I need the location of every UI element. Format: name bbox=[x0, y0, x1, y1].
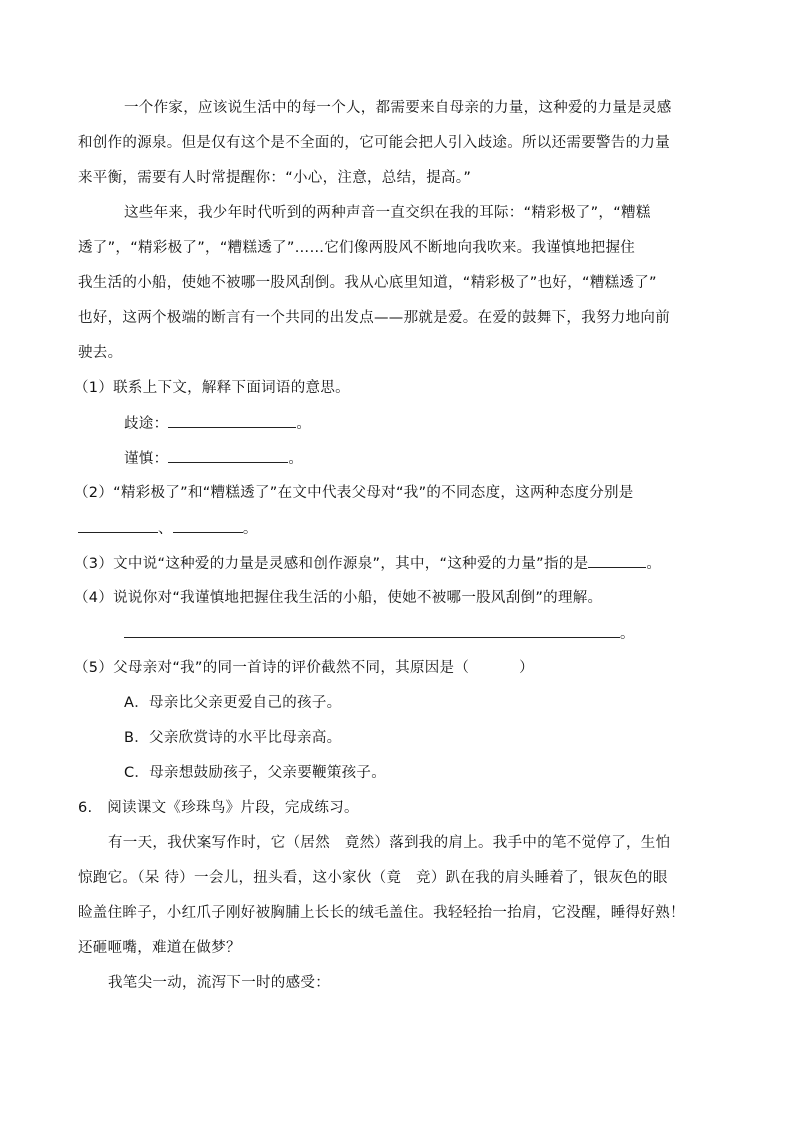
passage-line-2: 和创作的源泉。但是仅有这个是不全面的，它可能会把人引入歧途。所以还需要警告的力量 bbox=[78, 135, 670, 151]
answer-blank-attitude-1[interactable] bbox=[78, 518, 158, 533]
section-6-line-2: 惊跑它。（呆 待）一会儿，扭头看，这小家伙（竟 竞）趴在我的肩头睡着了，银灰色的眼 bbox=[78, 870, 668, 886]
question-2-stem: （2）“精彩极了”和“糟糕透了”在文中代表父母对“我”的不同态度，这两种态度分别是 bbox=[74, 485, 634, 501]
question-1-stem: （1）联系上下文，解释下面词语的意思。 bbox=[74, 380, 350, 396]
question-4-stem: （4）说说你对“我谨慎地把握住我生活的小船，使她不被哪一股风刮倒”的理解。 bbox=[74, 590, 603, 606]
question-1-word-jinshen: 谨慎： 。 bbox=[124, 448, 303, 469]
answer-blank-love-power[interactable] bbox=[588, 553, 646, 568]
passage-line-3: 来平衡，需要有人时常提醒你：“小心，注意，总结，提高。” bbox=[78, 170, 472, 186]
question-1-word-qitu: 歧途： 。 bbox=[124, 413, 311, 434]
section-6-line-1: 有一天，我伏案写作时，它（居然 竟然）落到我的肩上。我手中的笔不觉停了，生怕 bbox=[108, 835, 671, 851]
question-3: （3）文中说“这种爱的力量是灵感和创作源泉”，其中，“这种爱的力量”指的是 。 bbox=[74, 553, 661, 574]
option-a[interactable]: A．母亲比父亲更爱自己的孩子。 bbox=[124, 695, 342, 711]
word-label: 歧途： bbox=[124, 416, 169, 432]
passage-line-1: 一个作家，应该说生活中的每一个人，都需要来自母亲的力量，这种爱的力量是灵感 bbox=[124, 100, 672, 116]
word-label: 谨慎： bbox=[124, 451, 169, 467]
answer-blank-qitu[interactable] bbox=[168, 413, 296, 428]
option-c[interactable]: C．母亲想鼓励孩子，父亲要鞭策孩子。 bbox=[124, 765, 387, 781]
section-6-title: 6. 阅读课文《珍珠鸟》片段，完成练习。 bbox=[78, 800, 359, 816]
answer-blank-attitude-2[interactable] bbox=[173, 518, 243, 533]
passage-line-5: 透了”，“精彩极了”，“糟糕透了”……它们像两股风不断地向我吹来。我谨慎地把握住 bbox=[78, 240, 636, 256]
answer-blank-jinshen[interactable] bbox=[168, 448, 288, 463]
question-5-stem: （5）父母亲对“我”的同一首诗的评价截然不同，其原因是（ ） bbox=[74, 660, 534, 676]
section-6-line-4: 还砸咂嘴，难道在做梦？ bbox=[78, 940, 241, 956]
passage-line-6: 我生活的小船，使她不被哪一股风刮倒。我从心底里知道，“精彩极了”也好，“糟糕透了” bbox=[78, 275, 657, 291]
section-6-line-5: 我笔尖一动，流泻下一时的感受： bbox=[108, 975, 330, 991]
passage-line-4: 这些年来，我少年时代听到的两种声音一直交织在我的耳际：“精彩极了”，“糟糕 bbox=[124, 205, 651, 221]
question-2-answer-line: 、 。 bbox=[78, 518, 258, 539]
passage-line-7: 也好，这两个极端的断言有一个共同的出发点——那就是爱。在爱的鼓舞下，我努力地向前 bbox=[78, 310, 670, 326]
passage-line-8: 驶去。 bbox=[78, 345, 123, 361]
section-6-line-3: 睑盖住眸子，小红爪子刚好被胸脯上长长的绒毛盖住。我轻轻抬一抬肩，它没醒，睡得好熟！ bbox=[78, 905, 685, 921]
question-4-answer-line: 。 bbox=[124, 623, 635, 644]
answer-blank-understanding[interactable] bbox=[124, 623, 620, 638]
option-b[interactable]: B．父亲欣赏诗的水平比母亲高。 bbox=[124, 730, 342, 746]
